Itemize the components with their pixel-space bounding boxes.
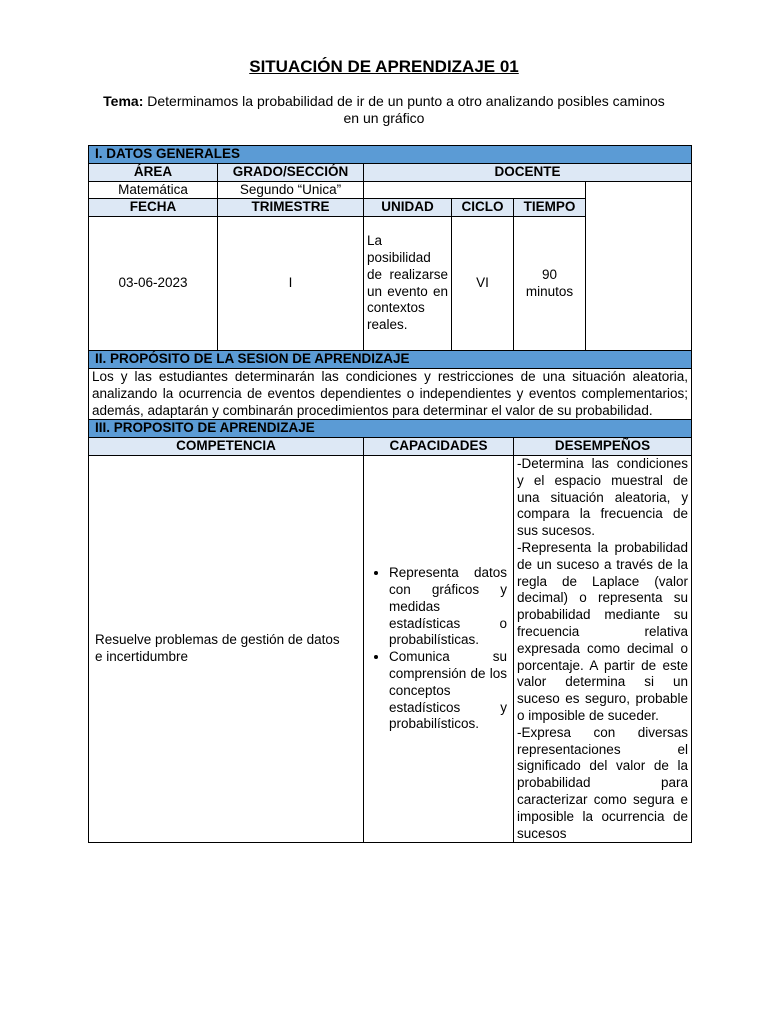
proposito-sesion-text: Los y las estudiantes determinarán las condiciones y restricciones de una situación aleatoria, analizando la ocurrencia de eventos dependientes o independientes y eventos complementarios; además, adaptarán y combinarán procedimientos para determinar el valor de su probabilidad.	[89, 368, 692, 419]
value-area: Matemática	[89, 181, 218, 199]
section-proposito-sesion: II. PROPÓSITO DE LA SESION DE APRENDIZAJE	[89, 351, 692, 369]
value-tiempo: 90 minutos	[514, 217, 586, 351]
blank-cell	[586, 181, 692, 351]
value-grado: Segundo “Unica”	[218, 181, 364, 199]
header-ciclo: CICLO	[452, 199, 514, 217]
capacidades-cell	[364, 455, 514, 842]
desempeno-item: -Representa la probabilidad de un suceso a través de la regla de Laplace (valor decimal) o representa su probabilidad mediante su frecuencia relativa expresada como decimal o porcentaje. A partir de este valor determina si un suceso es seguro, probable o imposible de suceder.	[517, 539, 689, 723]
tema-text: Determinamos la probabilidad de ir de un punto a otro analizando posibles caminos en un gráfico	[147, 93, 665, 126]
tema-label: Tema:	[103, 93, 144, 109]
header-desempenos: DESEMPEÑOS	[514, 438, 692, 456]
header-trimestre: TRIMESTRE	[218, 199, 364, 217]
tema-line	[100, 93, 668, 127]
session-table	[88, 145, 692, 843]
value-fecha: 03-06-2023	[89, 217, 218, 351]
header-area: ÁREA	[89, 163, 218, 181]
header-fecha: FECHA	[89, 199, 218, 217]
value-trimestre: I	[218, 217, 364, 351]
section-proposito-aprendizaje: III. PROPOSITO DE APRENDIZAJE	[89, 420, 692, 438]
header-tiempo: TIEMPO	[514, 199, 586, 217]
section-datos-generales: I. DATOS GENERALES	[89, 146, 692, 164]
capacidad-item: • Representa datos con gráficos y medidas estadísticas o probabilísticas.	[389, 565, 507, 649]
competencia-cell: Resuelve problemas de gestión de datos e incertidumbre	[89, 455, 364, 842]
desempeno-item: -Expresa con diversas representaciones el significado del valor de la probabilidad para caracterizar como segura e imposible la ocurrencia de sucesos	[517, 724, 689, 841]
header-grado: GRADO/SECCIÓN	[218, 163, 364, 181]
capacidades-list	[367, 565, 507, 733]
header-capacidades: CAPACIDADES	[364, 438, 514, 456]
header-unidad: UNIDAD	[364, 199, 452, 217]
header-competencia: COMPETENCIA	[89, 438, 364, 456]
desempenos-cell	[514, 455, 692, 842]
capacidad-item: • Comunica su comprensión de los conceptos estadísticos y probabilísticos.	[389, 649, 507, 733]
value-ciclo: VI	[452, 217, 514, 351]
value-docente	[364, 181, 586, 199]
value-unidad: La posibilidad de realizarse un evento en contextos reales.	[364, 217, 452, 351]
header-docente: DOCENTE	[364, 163, 692, 181]
document-title: SITUACIÓN DE APRENDIZAJE 01	[249, 57, 519, 76]
desempeno-item: -Determina las condiciones y el espacio muestral de una situación aleatoria, y compara la frecuencia de sus sucesos.	[517, 455, 689, 539]
